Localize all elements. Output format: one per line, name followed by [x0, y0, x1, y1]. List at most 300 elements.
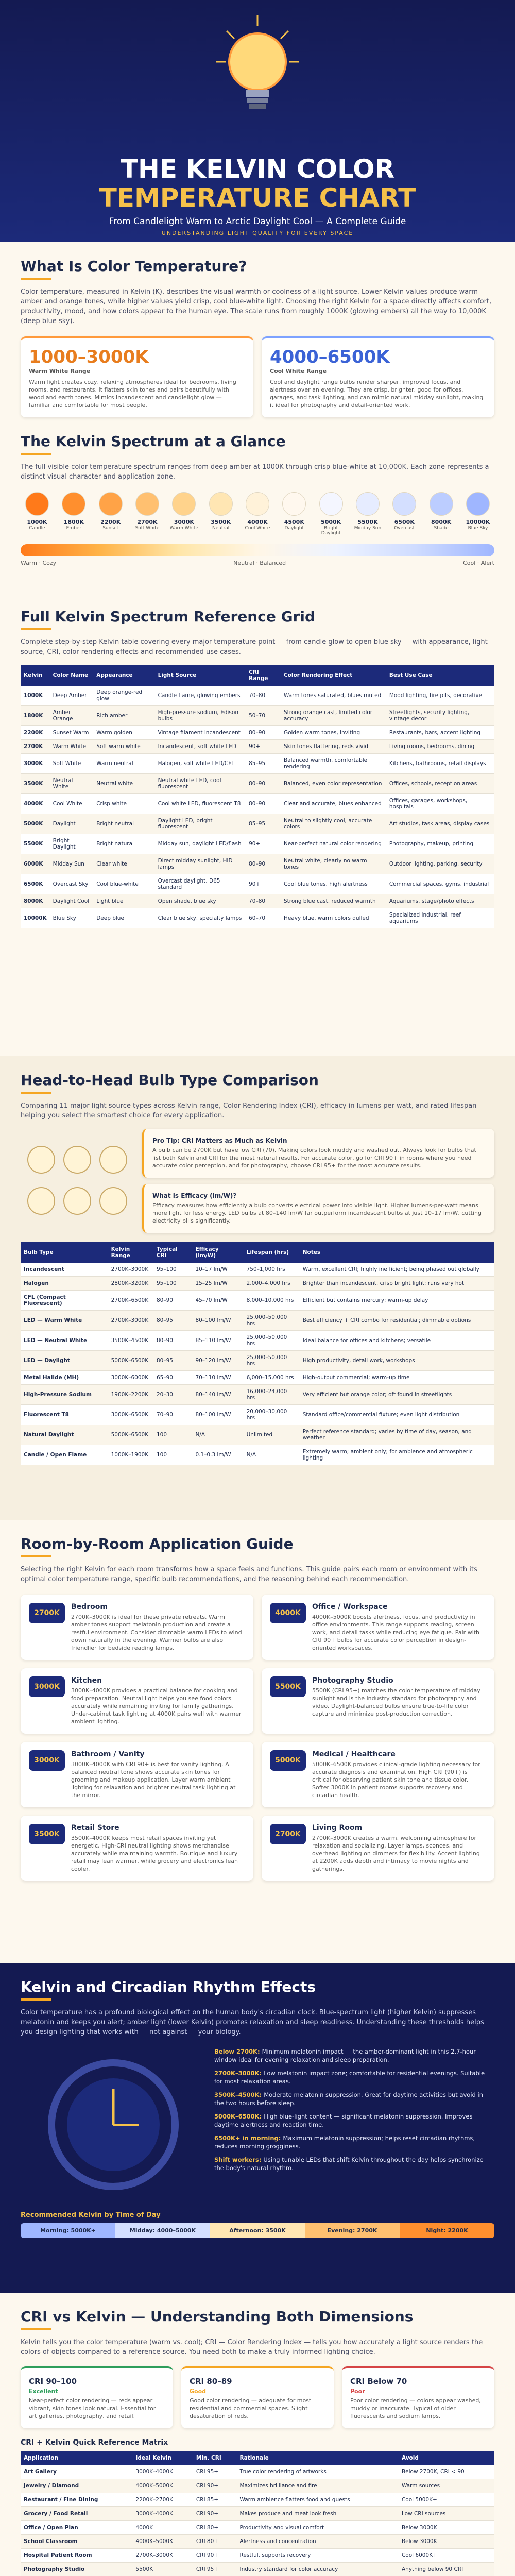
table-cell: Bright Daylight [50, 834, 94, 854]
table-header: Efficacy (lm/W) [192, 1242, 243, 1263]
room-text-block [312, 1676, 486, 1725]
cri-card-text: Poor color rendering — colors appear washed, muddy or inaccurate. Typical of older fluorescents and sodium lamps. [350, 2397, 481, 2419]
table-cell: 80–90 [246, 794, 281, 814]
table-cell: Midday sun, daylight LED/flash [155, 834, 246, 854]
clock-icon [21, 2047, 206, 2202]
table-cell: 2700K [21, 740, 50, 754]
warm-range-text: Warm light creates cozy, relaxing atmospheres ideal for bedrooms, living rooms, and restaurants. It flatters skin tones and pairs beautifully with wood and earth tones. Mimics incandescent and candlelight glow — familiar and comfortable for most people. [29, 379, 236, 409]
table-cell: Restaurants, bars, accent lighting [386, 726, 494, 740]
cri-card [21, 2366, 173, 2428]
efficacy-title: What is Efficacy (lm/W)? [152, 1192, 237, 1199]
table-cell: 80–90 [153, 1331, 192, 1351]
table-header: Lifespan (hrs) [244, 1242, 300, 1263]
cool-range-card [262, 336, 494, 417]
table-cell: Light blue [93, 894, 154, 908]
table-cell: Direct midday sunlight, HID lamps [155, 854, 246, 874]
spectrum-kelvin: 2200K [100, 519, 121, 526]
cri-card-label: Good [190, 2388, 207, 2395]
table-row [21, 1291, 494, 1311]
table-cell: Mood lighting, fire pits, decorative [386, 686, 494, 706]
spectrum-stop [131, 492, 164, 536]
circadian-point [214, 2112, 494, 2129]
table-cell: 25,000–50,000 hrs [244, 1311, 300, 1331]
cri-card-text: Near-perfect color rendering — reds appear vibrant, skin tones look natural. Essential for art galleries, photography, and retail. [29, 2397, 156, 2419]
section-lead: Complete step-by-step Kelvin table covering every major temperature point — from candle glow to open blue sky — with appearance, light source, CRI, color rendering effects and recommended use cases. [21, 638, 488, 656]
table-cell: 80–95 [153, 1311, 192, 1331]
bulbs-icon [21, 1129, 134, 1232]
table-cell: Photography, makeup, printing [386, 834, 494, 854]
table-cell: 4000K [21, 794, 50, 814]
spectrum-swatch [62, 492, 85, 516]
table-cell: 16,000–24,000 hrs [244, 1385, 300, 1405]
table-cell: Neutral white LED, cool fluorescent [155, 774, 246, 794]
table-cell: Warm tones saturated, blues muted [281, 686, 386, 706]
table-header: CRI Range [246, 665, 281, 686]
title-line-1: THE KELVIN COLOR [120, 154, 395, 184]
table-cell: Aquariums, stage/photo effects [386, 894, 494, 908]
table-cell: Midday Sun [50, 854, 94, 874]
table-cell: CRI 90+ [193, 2549, 237, 2563]
table-row [21, 774, 494, 794]
room-description: 4000K–5000K boosts alertness, focus, and productivity in office environments. This range supports reading, screen work, and detail tasks while reducing eye fatigue. Pair with CRI 90+ bulbs for accurate color perception in design-oriented workspaces. [312, 1614, 480, 1651]
circadian-point [214, 2134, 494, 2150]
table-row [21, 894, 494, 908]
table-cell: High-Pressure Sodium [21, 1385, 108, 1405]
tip-callout [142, 1129, 494, 1178]
spectrum-kelvin: 1000K [27, 519, 47, 526]
table-cell: 45–70 lm/W [192, 1291, 243, 1311]
table-row [21, 1445, 494, 1465]
table-cell: Halogen [21, 1277, 108, 1291]
table-cell: Efficient but contains mercury; warm-up delay [300, 1291, 494, 1311]
table-cell: 80–90 [246, 854, 281, 874]
table-cell: 65–90 [153, 1371, 192, 1385]
table-cell: 70–90 [153, 1405, 192, 1425]
spectrum-swatches [21, 492, 494, 536]
spectrum-name: Candle [29, 526, 45, 531]
spectrum-stop [351, 492, 384, 536]
table-row [21, 2479, 494, 2493]
table-cell: Unlimited [244, 1425, 300, 1445]
table-row [21, 874, 494, 894]
spectrum-stop [21, 492, 54, 536]
table-cell: N/A [192, 1425, 243, 1445]
cri-card-label: Excellent [29, 2388, 58, 2395]
section-title: Full Kelvin Spectrum Reference Grid [21, 608, 316, 625]
tip-text: A bulb can be 2700K but have low CRI (70). Making colors look muddy and washed out. Always look for bulbs that list both Kelvin and CRI for the most natural results. For accurate color, go for CRI 90+ in rooms where you need accurate color perception, and for photography, choose CRI 95+ for the most accurate results. [152, 1147, 476, 1169]
table-cell: Clear white [93, 854, 154, 874]
warm-range-label: Warm White Range [29, 368, 91, 375]
room-card [262, 1595, 494, 1660]
room-description: 5000K–6500K provides clinical-grade lighting necessary for accurate diagnosis and examination. High CRI (90+) is critical for observing patient skin tone and tissue color. Softer 3000K in patient rooms supports recovery and circadian health. [312, 1761, 480, 1799]
table-row [21, 1351, 494, 1371]
section-lead: The full visible color temperature spectrum ranges from deep amber at 1000K through crisp blue-white at 10,000K. Each zone represents a distinct visual character and application zone. [21, 463, 489, 481]
table-cell: High productivity, detail work, workshops [300, 1351, 494, 1371]
cri-card-title: CRI Below 70 [350, 2377, 407, 2386]
table-cell: Art studios, task areas, display cases [386, 814, 494, 834]
table-row [21, 834, 494, 854]
spectrum-gradient-bar [21, 544, 494, 556]
spectrum-name: Neutral [212, 526, 230, 531]
cri-matrix-table [21, 2451, 494, 2576]
table-cell: 5000K [21, 814, 50, 834]
room-description: 3000K–4000K provides a practical balance for cooking and food preparation. Neutral light helps you see food colors accurately while remaining inviting for family gatherings. Under-cabinet task lighting at 4000K pairs well with warmer ambient lighting. [71, 1687, 242, 1725]
table-cell: Neutral white, clearly no warm tones [281, 854, 386, 874]
table-row [21, 2507, 494, 2521]
spectrum-swatch [209, 492, 233, 516]
spectrum-kelvin: 4000K [247, 519, 268, 526]
table-cell: CRI 95+ [193, 2465, 237, 2479]
table-cell: LED — Warm White [21, 1311, 108, 1331]
table-cell: Warm neutral [93, 754, 154, 774]
table-cell: 100 [153, 1445, 192, 1465]
section-title: Room-by-Room Application Guide [21, 1535, 294, 1552]
table-cell: 1000K–1900K [108, 1445, 153, 1465]
circadian-point-text: Moderate melatonin suppression. Great for daytime activities but avoid in the two hours before sleep. [214, 2091, 483, 2107]
table-cell: Deep Amber [50, 686, 94, 706]
room-kelvin-badge: 3000K [29, 1676, 65, 1697]
table-cell: Hospital Patient Room [21, 2549, 132, 2563]
room-text-block [312, 1750, 486, 1799]
table-cell: Vintage filament incandescent [155, 726, 246, 740]
table-row [21, 706, 494, 726]
table-cell: 2,000–4,000 hrs [244, 1277, 300, 1291]
section-lead: Color temperature, measured in Kelvin (K), describes the visual warmth or coolness of a light source. Lower Kelvin values produce warm amber and orange tones, while higher values yield crisp, cool blue-white light. Choosing the right Kelvin for a space directly affects comfort, productivity, mood, and how colors appear to the human eye. The scale runs from roughly 1000K (glowing embers) all the way to 10,000K (deep blue sky). [21, 288, 492, 325]
table-cell: Bright natural [93, 834, 154, 854]
spectrum-stop [204, 492, 237, 536]
table-cell: Restaurant / Fine Dining [21, 2493, 132, 2507]
circadian-point-text: Minimum melatonin impact — the amber-dominant light in this 2.7-hour window ideal for evening relaxation and sleep preparation. [214, 2048, 476, 2063]
room-kelvin-badge: 2700K [270, 1824, 306, 1844]
table-header: Typical CRI [153, 1242, 192, 1263]
table-cell: 80–90 [153, 1291, 192, 1311]
table-cell: Strong blue cast, reduced warmth [281, 894, 386, 908]
cri-card-label: Poor [350, 2388, 365, 2395]
table-cell: 80–90 [246, 774, 281, 794]
table-header: Rationale [237, 2451, 399, 2465]
table-cell: 5000K–6500K [108, 1425, 153, 1445]
circadian-point-text: High blue-light content — significant melatonin suppression. Improves daytime alertness and reaction time. [214, 2113, 473, 2128]
table-cell: 70–80 [246, 894, 281, 908]
table-cell: Deep orange-red glow [93, 686, 154, 706]
section-rooms [0, 1520, 515, 1963]
circadian-point-text: Low melatonin impact zone; comfortable for residential evenings. Suitable for most relaxation areas. [214, 2070, 485, 2085]
gradient-label-cool: Cool · Alert [463, 560, 494, 566]
gradient-label-warm: Warm · Cozy [21, 560, 57, 566]
table-cell: Offices, garages, workshops, hospitals [386, 794, 494, 814]
table-cell: Office / Open Plan [21, 2521, 132, 2535]
section-circadian [0, 1963, 515, 2293]
room-grid [21, 1595, 494, 1881]
table-cell: Clear blue sky, specialty lamps [155, 908, 246, 928]
table-cell: Grocery / Food Retail [21, 2507, 132, 2521]
table-row [21, 740, 494, 754]
table-cell: 60–70 [246, 908, 281, 928]
table-cell: Overcast daylight, D65 standard [155, 874, 246, 894]
table-cell: Strong orange cast, limited color accuracy [281, 706, 386, 726]
table-cell: Below 3000K [399, 2535, 494, 2549]
title-underline [21, 628, 52, 630]
table-cell: Warm, excellent CRI; highly inefficient; being phased out globally [300, 1263, 494, 1277]
table-cell: Kitchens, bathrooms, retail displays [386, 754, 494, 774]
spectrum-kelvin: 6500K [394, 519, 415, 526]
table-cell: 100 [153, 1425, 192, 1445]
table-cell: Low CRI sources [399, 2507, 494, 2521]
table-cell: Overcast Sky [50, 874, 94, 894]
table-header: Bulb Type [21, 1242, 108, 1263]
table-cell: Daylight Cool [50, 894, 94, 908]
table-cell: 85–95 [246, 754, 281, 774]
table-cell: 2200K [21, 726, 50, 740]
title-line-2: TEMPERATURE CHART [99, 183, 416, 213]
spectrum-kelvin: 3500K [211, 519, 231, 526]
spectrum-swatch [356, 492, 380, 516]
table-cell: 95–100 [153, 1263, 192, 1277]
section-reference-grid [0, 592, 515, 1056]
table-cell: Cool 5000K+ [399, 2493, 494, 2507]
table-cell: Cool white LED, fluorescent T8 [155, 794, 246, 814]
table-row [21, 2493, 494, 2507]
table-cell: 20–30 [153, 1385, 192, 1405]
table-header: Kelvin Range [108, 1242, 153, 1263]
room-description: 3000K–4000K with CRI 90+ is best for vanity lighting. A balanced neutral tone shows accurate skin tones for grooming and makeup application. Layer warm ambient lighting for relaxation and brighter neutral task lighting at the mirror. [71, 1761, 236, 1799]
table-cell: 90+ [246, 740, 281, 754]
reference-table [21, 665, 494, 928]
room-card [262, 1668, 494, 1734]
table-cell: 5000K–6500K [108, 1351, 153, 1371]
table-row [21, 726, 494, 740]
bulb-illustration [21, 1129, 134, 1232]
circadian-points [214, 2047, 494, 2202]
table-cell: Bright neutral [93, 814, 154, 834]
table-cell: Cool 6000K+ [399, 2549, 494, 2563]
table-row [21, 1263, 494, 1277]
table-row [21, 1425, 494, 1445]
table-row [21, 1331, 494, 1351]
table-cell: Golden warm tones, inviting [281, 726, 386, 740]
table-header: Application [21, 2451, 132, 2465]
room-kelvin-badge: 2700K [29, 1603, 65, 1623]
circadian-point [214, 2156, 494, 2172]
table-cell: 4000K–5000K [132, 2479, 193, 2493]
room-name: Photography Studio [312, 1676, 393, 1685]
hero-subtitle: From Candlelight Warm to Arctic Daylight Cool — A Complete Guide [109, 216, 406, 227]
table-cell: Halogen, soft white LED/CFL [155, 754, 246, 774]
table-cell: LED — Daylight [21, 1351, 108, 1371]
hero-tagline: UNDERSTANDING LIGHT QUALITY FOR EVERY SPACE [161, 230, 354, 236]
table-cell: Skin tones flattering, reds vivid [281, 740, 386, 754]
table-header: Min. CRI [193, 2451, 237, 2465]
table-cell: Ideal balance for offices and kitchens; versatile [300, 1331, 494, 1351]
section-cri [0, 2293, 515, 2576]
table-row [21, 1405, 494, 1425]
table-header: Appearance [93, 665, 154, 686]
table-cell: Extremely warm; ambient only; for ambience and atmospheric lighting [300, 1445, 494, 1465]
room-kelvin-badge: 4000K [270, 1603, 306, 1623]
title-underline [21, 1998, 52, 2001]
table-cell: Neutral white [93, 774, 154, 794]
cool-range-label: Cool White Range [270, 368, 327, 375]
table-cell: 70–110 lm/W [192, 1371, 243, 1385]
spectrum-name: Midday Sun [354, 526, 382, 531]
table-cell: Art Gallery [21, 2465, 132, 2479]
table-cell: Daylight [50, 814, 94, 834]
table-cell: 90–120 lm/W [192, 1351, 243, 1371]
table-cell: Cool blue-white [93, 874, 154, 894]
table-row [21, 1311, 494, 1331]
room-text-block [312, 1603, 486, 1652]
table-cell: 2200K–2700K [132, 2493, 193, 2507]
spectrum-name: Blue Sky [468, 526, 488, 531]
spectrum-kelvin: 4500K [284, 519, 304, 526]
table-cell: Balanced warmth, comfortable rendering [281, 754, 386, 774]
spectrum-swatch [135, 492, 159, 516]
table-cell: Rich amber [93, 706, 154, 726]
table-cell: Incandescent [21, 1263, 108, 1277]
table-cell: CRI 90+ [193, 2507, 237, 2521]
circadian-point-title: 6500K+ in morning: [214, 2134, 281, 2142]
cri-card-title: CRI 90–100 [29, 2377, 77, 2386]
table-cell: Heavy blue, warm colors dulled [281, 908, 386, 928]
table-header: Color Name [50, 665, 94, 686]
table-row [21, 1385, 494, 1405]
table-cell: Cool White [50, 794, 94, 814]
table-header: Notes [300, 1242, 494, 1263]
spectrum-kelvin: 10000K [466, 519, 490, 526]
table-cell: 25,000–50,000 hrs [244, 1331, 300, 1351]
table-cell: Warm golden [93, 726, 154, 740]
table-cell: 3000K–6000K [108, 1371, 153, 1385]
table-cell: 80–100 lm/W [192, 1405, 243, 1425]
room-kelvin-badge: 3000K [29, 1750, 65, 1771]
section-title: Head-to-Head Bulb Type Comparison [21, 1072, 319, 1089]
spectrum-swatch [99, 492, 123, 516]
warm-range-value: 1000–3000K [29, 347, 149, 367]
table-cell: Below 3000K [399, 2521, 494, 2535]
table-cell: LED — Neutral White [21, 1331, 108, 1351]
warm-range-card [21, 336, 253, 417]
room-kelvin-badge: 5500K [270, 1676, 306, 1697]
spectrum-swatch [282, 492, 306, 516]
hero-banner [0, 0, 515, 242]
table-cell: 15–25 lm/W [192, 1277, 243, 1291]
table-cell: 10000K [21, 908, 50, 928]
table-row [21, 2521, 494, 2535]
table-cell: 3000K [21, 754, 50, 774]
table-cell: 2700K–3000K [132, 2549, 193, 2563]
table-cell: 70–80 [246, 686, 281, 706]
table-cell: 6500K [21, 874, 50, 894]
table-cell: Productivity and visual comfort [237, 2521, 399, 2535]
spectrum-swatch [430, 492, 453, 516]
table-cell: 80–140 lm/W [192, 1385, 243, 1405]
spectrum-swatch [392, 492, 416, 516]
lightbulb-icon [216, 15, 299, 118]
table-cell: Commercial spaces, gyms, industrial [386, 874, 494, 894]
section-spectrum [0, 417, 515, 592]
spectrum-name: Ember [66, 526, 82, 531]
table-header: Avoid [399, 2451, 494, 2465]
table-cell: School Classroom [21, 2535, 132, 2549]
room-card [21, 1742, 253, 1807]
table-cell: 3000K–4000K [132, 2507, 193, 2521]
table-cell: 2700K–6500K [108, 1291, 153, 1311]
room-name: Bedroom [71, 1603, 108, 1611]
table-cell: Sunset Warm [50, 726, 94, 740]
circadian-point-text: Maximum melatonin suppression; helps reset circadian rhythms, reduces morning grogginess. [214, 2134, 475, 2150]
section-lead: Selecting the right Kelvin for each room transforms how a space feels and functions. This guide pairs each room or environment with its optimal color temperature range, specific bulb recommendations, and the reasoning behind each recommendation. [21, 1566, 477, 1583]
room-name: Office / Workspace [312, 1603, 388, 1611]
spectrum-stop [241, 492, 274, 536]
circadian-point-title: Below 2700K: [214, 2048, 260, 2055]
schedule-segment: Night: 2200K [400, 2223, 494, 2238]
table-cell: 750–1,000 hrs [244, 1263, 300, 1277]
table-cell: CRI 80+ [193, 2535, 237, 2549]
cri-cards [21, 2366, 494, 2428]
room-text-block [71, 1603, 245, 1652]
table-cell: Industry standard for color accuracy [237, 2563, 399, 2576]
table-cell: 6000K [21, 854, 50, 874]
section-title: Kelvin and Circadian Rhythm Effects [21, 1978, 316, 1995]
table-cell: Cool blue tones, high alertness [281, 874, 386, 894]
table-cell: CRI 95+ [193, 2563, 237, 2576]
schedule-segment: Afternoon: 3500K [210, 2223, 305, 2238]
table-row [21, 2535, 494, 2549]
spectrum-kelvin: 1800K [63, 519, 84, 526]
room-description: 2700K–3000K creates a warm, welcoming atmosphere for relaxation and socializing. Layer lamps, sconces, and overhead lighting on dimmers for flexibility. Accent lighting at 2200K adds depth and intimacy to movie nights and gatherings. [312, 1835, 480, 1872]
spectrum-swatch [246, 492, 269, 516]
spectrum-name: Daylight [284, 526, 304, 531]
table-cell: Neutral to slightly cool, accurate colors [281, 814, 386, 834]
room-description: 3500K–4000K keeps most retail spaces inviting yet energetic. High-CRI neutral lighting shows merchandise accurately while maintaining warmth. Boutique and luxury retail may lean warmer, while grocery and electronics lean cooler. [71, 1835, 238, 1872]
table-row [21, 908, 494, 928]
table-cell: 1000K [21, 686, 50, 706]
spectrum-kelvin: 8000K [431, 519, 452, 526]
section-title: What Is Color Temperature? [21, 258, 247, 275]
room-name: Retail Store [71, 1824, 119, 1832]
table-cell: 2700K–3000K [108, 1263, 153, 1277]
table-cell: Very efficient but orange color; oft found in streetlights [300, 1385, 494, 1405]
table-cell: Offices, schools, reception areas [386, 774, 494, 794]
spectrum-stop [57, 492, 90, 536]
table-cell: 8000K [21, 894, 50, 908]
room-name: Medical / Healthcare [312, 1750, 396, 1758]
room-name: Kitchen [71, 1676, 102, 1685]
cool-range-value: 4000–6500K [270, 347, 390, 367]
room-description: 5500K (CRI 95+) matches the color temperature of midday sunlight and is the industry standard for photography and video. Daylight-balanced bulbs ensure true-to-life color capture and minimize post-production correction. [312, 1687, 480, 1717]
spectrum-stop [461, 492, 494, 536]
matrix-title: CRI + Kelvin Quick Reference Matrix [21, 2438, 168, 2447]
table-cell: Below 2700K, CRI < 90 [399, 2465, 494, 2479]
table-cell: Metal Halide (MH) [21, 1371, 108, 1385]
circadian-point-title: Shift workers: [214, 2156, 262, 2163]
table-cell: 85–110 lm/W [192, 1331, 243, 1351]
section-title: The Kelvin Spectrum at a Glance [21, 433, 286, 450]
table-cell: Standard office/commercial fixture; even light distribution [300, 1405, 494, 1425]
table-cell: 3000K–6500K [108, 1405, 153, 1425]
table-cell: 50–70 [246, 706, 281, 726]
table-row [21, 854, 494, 874]
room-text-block [71, 1676, 245, 1725]
spectrum-swatch [172, 492, 196, 516]
table-cell: CRI 85+ [193, 2493, 237, 2507]
table-cell: 5500K [132, 2563, 193, 2576]
circadian-point-title: 2700K–3000K: [214, 2070, 262, 2077]
room-text-block [312, 1824, 486, 1873]
table-cell: 8,000–10,000 hrs [244, 1291, 300, 1311]
table-cell: Specialized industrial, reef aquariums [386, 908, 494, 928]
table-row [21, 2465, 494, 2479]
